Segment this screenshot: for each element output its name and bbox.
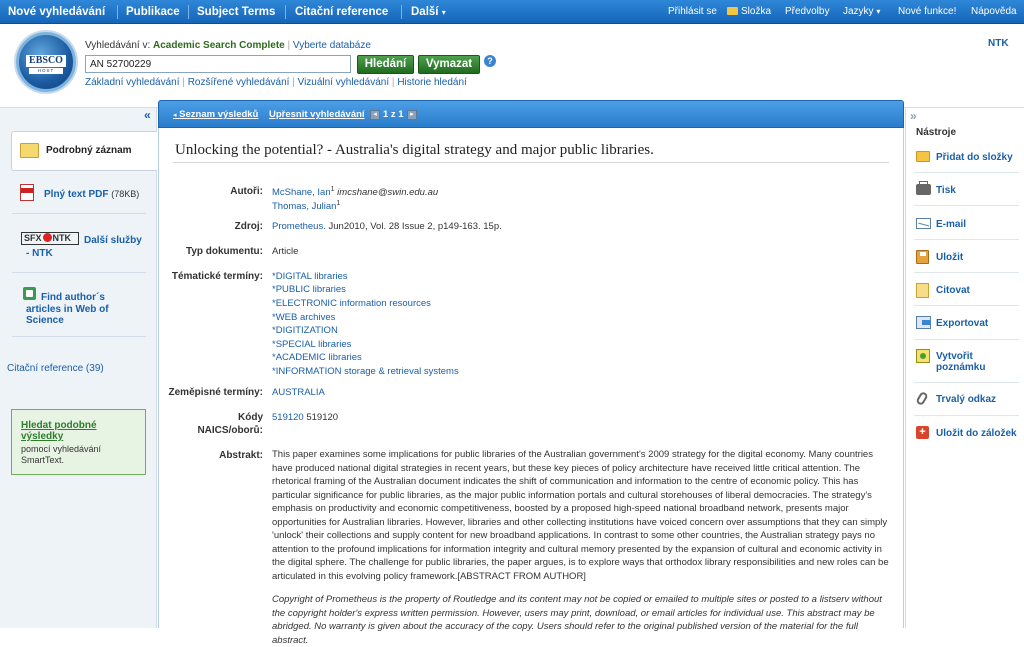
- sfx-logo-icon: [43, 233, 52, 242]
- select-databases-link[interactable]: Vyberte databáze: [292, 40, 371, 51]
- save-icon: [916, 250, 929, 264]
- separator: |: [292, 77, 298, 88]
- author-1-affiliation: 1: [330, 186, 335, 193]
- nav-new-search[interactable]: Nové vyhledávání: [8, 6, 106, 18]
- export-icon: [916, 316, 931, 329]
- print-link[interactable]: Tisk: [936, 185, 956, 196]
- copyright-notice: Copyright of Prometheus is the property of Routledge and its content may not be copied or emailed to multiple sites or posted to a listserv without the copyright holder's express written permission. However, users may print, download, or email articles for individual use. This abstract may be abridged. No warranty is given about the accuracy of the copy. Users should refer to the original published version of the material for the full abstract.: [272, 594, 882, 646]
- divider: [914, 272, 1019, 273]
- cite-icon: [916, 283, 929, 298]
- folder-icon: [727, 7, 738, 15]
- logo-subtext: HOST: [29, 68, 63, 74]
- nav-separator: [117, 5, 118, 19]
- cited-references-link[interactable]: Citační reference (39): [7, 363, 104, 374]
- nav-separator: [285, 5, 286, 19]
- search-header: [0, 24, 1024, 108]
- export-link[interactable]: Exportovat: [936, 318, 989, 329]
- subject-term[interactable]: *INFORMATION storage & retrieval systems: [272, 366, 459, 377]
- nav-preferences[interactable]: Předvolby: [785, 6, 830, 17]
- nav-more[interactable]: [411, 0, 446, 24]
- subject-term-label: DIGITIZATION: [275, 325, 338, 336]
- divider: [914, 339, 1019, 340]
- subject-term[interactable]: *WEB archives: [272, 312, 336, 323]
- divider: [914, 415, 1019, 416]
- left-sidebar: [0, 108, 157, 628]
- naics-label-line2: NAICS/oborů:: [197, 425, 263, 436]
- separator: |: [287, 40, 291, 51]
- search-button[interactable]: Hledání: [357, 55, 414, 74]
- nav-publications[interactable]: Publikace: [126, 6, 180, 18]
- search-history-link[interactable]: Historie hledání: [397, 77, 467, 88]
- triangle-left-icon: ◂: [173, 112, 177, 119]
- email-icon: [916, 218, 931, 229]
- abstract-text: This paper examines some implications for public libraries of the Australian government's 2009 strategy for the digital economy. Many countries have produced national digital strategies in recent years, but these key pieces of policy architecture have received little critical attention. The rhetorical framing of the Australian document indicates the shift of communication and information to the centre of economic policy. This has particular significance for public libraries, as the major public information portals and cultural storehouses of liberal democracies. The strategy's emphasis on productivity and economic competitiveness, boosted by a proposed high-speed national broadband network, presents major opportunities for Australian libraries. However, libraries and other collecting institutions have voiced concern over assumptions that they can simply 'unlock' their collections and supply content for new broadband applications. In contrast to some other countries, the Australian strategy pays no attention to the profound implications for information integrity and cultural memory presented by the expansion of cultural and economic activity in the digital sphere. The challenge for public libraries, the paper argues, is to explore ways that orthodox library responsibilities and new roles can be articulated in this evolving policy framework.[ABSTRACT FROM AUTHOR]: [272, 449, 889, 582]
- wos-link-line3[interactable]: Science: [26, 315, 64, 326]
- authors-label: Autoři:: [230, 186, 263, 197]
- search-input[interactable]: [85, 55, 351, 73]
- author-1-email: imcshane@swin.edu.au: [337, 187, 439, 199]
- sfx-text: SFX: [24, 233, 42, 243]
- author-2: [272, 200, 340, 212]
- detailed-record-tab[interactable]: [11, 131, 157, 171]
- doctype-value: Article: [272, 246, 299, 257]
- document-icon: [20, 143, 39, 158]
- doctype-label: Typ dokumentu:: [185, 246, 263, 257]
- author-2-affiliation: 1: [336, 200, 341, 207]
- subject-term-label: SPECIAL libraries: [275, 339, 352, 350]
- create-note-link[interactable]: Vytvořit: [936, 351, 973, 362]
- subject-term-label: INFORMATION storage & retrieval systems: [275, 366, 459, 377]
- subject-term[interactable]: *ACADEMIC libraries: [272, 352, 362, 363]
- permalink-link[interactable]: Trvalý odkaz: [936, 394, 997, 405]
- chevron-down-icon: ▾: [876, 7, 881, 16]
- nav-help[interactable]: Nápověda: [971, 6, 1017, 17]
- source-details: Jun2010, Vol. 28 Issue 2, p149-163. 15p.: [325, 221, 502, 232]
- divider: [914, 205, 1019, 206]
- help-icon[interactable]: ?: [484, 55, 496, 67]
- pdf-icon: [20, 184, 34, 201]
- back-to-results-label: Seznam výsledků: [179, 109, 259, 120]
- subject-term-label: ELECTRONIC information resources: [275, 298, 431, 309]
- chevron-down-icon: ▾: [441, 8, 446, 17]
- smarttext-subtitle-line1: pomocí vyhledávání: [21, 444, 102, 454]
- source-label: Zdroj:: [234, 221, 263, 232]
- subject-term-label: ACADEMIC libraries: [275, 352, 362, 363]
- nav-folder[interactable]: [727, 0, 771, 24]
- record-title: Unlocking the potential? - Australia's digital strategy and major public libraries.: [175, 142, 654, 158]
- author-2-link[interactable]: Thomas, Julian: [272, 201, 337, 213]
- subject-term[interactable]: *SPECIAL libraries: [272, 339, 352, 350]
- nav-new-features[interactable]: Nové funkce!: [898, 6, 957, 17]
- subject-term[interactable]: *DIGITIZATION: [272, 325, 338, 336]
- collapse-left-button[interactable]: «: [144, 108, 151, 122]
- divider: [914, 172, 1019, 173]
- detailed-record-panel: [158, 128, 904, 646]
- database-name: Academic Search Complete: [153, 40, 285, 51]
- ebsco-host-logo[interactable]: [16, 32, 76, 92]
- wos-link-line1[interactable]: Find author´s: [41, 292, 105, 303]
- web-of-science-icon: [23, 287, 36, 300]
- naics-code-link[interactable]: 519120: [272, 412, 304, 423]
- nav-separator: [401, 5, 402, 19]
- back-to-results-link[interactable]: [173, 109, 258, 120]
- separator: |: [182, 77, 188, 88]
- top-navigation-bar: [0, 0, 1024, 24]
- source-journal-link[interactable]: Prometheus.: [272, 221, 326, 232]
- nav-folder-label: Složka: [741, 6, 772, 17]
- bookmark-plus-icon: +: [916, 426, 929, 439]
- subject-term-label: PUBLIC libraries: [275, 284, 346, 295]
- sfx-ntk-badge[interactable]: [21, 232, 79, 245]
- subject-term[interactable]: *ELECTRONIC information resources: [272, 298, 431, 309]
- logo-text: EBSCO: [26, 55, 66, 67]
- result-navigation-bar: [158, 100, 904, 128]
- author-1-link[interactable]: McShane, Ian: [272, 187, 331, 199]
- more-services-link-line2[interactable]: - NTK: [26, 248, 53, 259]
- subjects-label: Tématické termíny:: [171, 271, 263, 282]
- cite-link[interactable]: Citovat: [936, 285, 970, 296]
- smarttext-title-line1[interactable]: Hledat podobné: [21, 420, 97, 431]
- author-1: [272, 186, 438, 198]
- nav-cited-references[interactable]: Citační reference: [295, 6, 389, 18]
- folder-icon: [916, 151, 930, 162]
- separator: |: [391, 77, 398, 88]
- note-icon: [916, 349, 930, 363]
- create-note-link-line2[interactable]: poznámku: [936, 362, 986, 373]
- bookmark-link[interactable]: Uložit do záložek: [936, 428, 1017, 439]
- refine-search-link[interactable]: Upřesnit vyhledávání: [269, 109, 365, 120]
- divider: [12, 336, 146, 337]
- abstract-label: Abstrakt:: [219, 450, 263, 461]
- visual-search-link[interactable]: Vizuální vyhledávání: [297, 77, 390, 88]
- nav-more-label: Další: [411, 6, 439, 18]
- nav-subject-terms[interactable]: Subject Terms: [197, 6, 276, 18]
- smarttext-box[interactable]: [11, 409, 146, 475]
- more-services-link[interactable]: Další služby: [84, 235, 142, 246]
- smarttext-title-line2[interactable]: výsledky: [21, 431, 64, 442]
- naics-code-text: 519120: [303, 412, 339, 423]
- institution-name: NTK: [988, 38, 1009, 49]
- next-result-button[interactable]: ▸: [407, 110, 417, 120]
- nav-sign-in[interactable]: Přihlásit se: [668, 6, 717, 17]
- tools-sidebar: [905, 108, 1024, 628]
- save-link[interactable]: Uložit: [936, 252, 964, 263]
- divider: [914, 305, 1019, 306]
- expand-right-button[interactable]: »: [910, 109, 917, 123]
- naics-value: [272, 412, 338, 423]
- divider: [173, 162, 889, 163]
- subject-term[interactable]: *PUBLIC libraries: [272, 284, 346, 295]
- tools-heading: Nástroje: [916, 127, 957, 138]
- ntk-text: NTK: [52, 233, 72, 243]
- permalink-icon: [915, 391, 928, 406]
- naics-label-line1: Kódy: [238, 412, 263, 423]
- subject-term-label: WEB archives: [275, 312, 336, 323]
- prev-result-button[interactable]: ◂: [370, 110, 380, 120]
- clear-button[interactable]: Vymazat: [418, 55, 480, 74]
- nav-languages[interactable]: [843, 0, 880, 24]
- geo-label: Zeměpisné termíny:: [168, 387, 263, 398]
- nav-separator: [188, 5, 189, 19]
- wos-link-line2[interactable]: articles in Web of: [26, 304, 109, 315]
- print-icon: [916, 184, 931, 195]
- advanced-search-link[interactable]: Rozšířené vyhledávání: [187, 77, 290, 88]
- pdf-size: (78KB): [111, 189, 140, 199]
- nav-languages-label: Jazyky: [843, 6, 874, 17]
- source-value: [272, 221, 502, 232]
- pdf-fulltext-label: Plný text PDF: [44, 189, 109, 200]
- search-in-label: Vyhledávání v:: [85, 40, 151, 51]
- smarttext-subtitle-line2: SmartText.: [21, 455, 65, 465]
- divider: [914, 382, 1019, 383]
- divider: [12, 213, 146, 214]
- add-to-folder-link[interactable]: Přidat do složky: [936, 152, 1013, 163]
- subject-term[interactable]: *DIGITAL libraries: [272, 271, 348, 282]
- divider: [12, 272, 146, 273]
- result-pager: 1 z 1: [383, 109, 404, 120]
- basic-search-link[interactable]: Základní vyhledávání: [85, 77, 180, 88]
- subject-term-label: DIGITAL libraries: [275, 271, 348, 282]
- divider: [914, 239, 1019, 240]
- detailed-record-label: Podrobný záznam: [46, 145, 132, 156]
- email-link[interactable]: E-mail: [936, 219, 967, 230]
- geo-term-link[interactable]: AUSTRALIA: [272, 387, 325, 398]
- pdf-fulltext-link[interactable]: [44, 189, 139, 200]
